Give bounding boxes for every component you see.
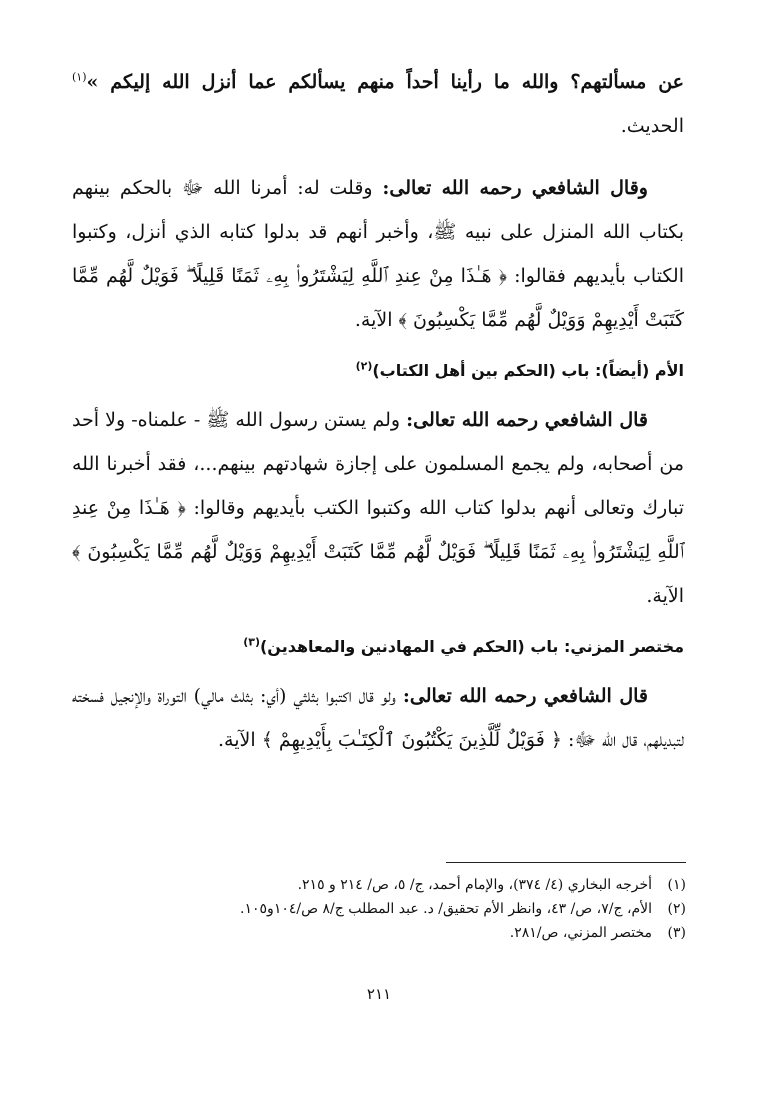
paragraph-4-text: ولو قال اكتبوا بثلثي (أي: بثلث مالي) التوراة والإنجيل فسخته لتبديلهم، قال الله ﷻ: [72, 685, 684, 751]
footnote-divider [446, 862, 686, 863]
footnote-ref-1[interactable]: (١) [72, 70, 87, 84]
section-heading-2 [72, 632, 684, 662]
paragraph-3-text: ولم يستن رسول الله ﷺ - علمناه- ولا أحد من أصحابه، ولم يجمع المسلمون على إجازة شهادتهم بينهم...، فقد أخبرنا الله تبارك وتعالى أنهم بدلوا كتاب الله وكتبوا الكتب بأيديهم وقالوا: [72, 409, 685, 519]
footnote-number: (١) [667, 877, 686, 893]
paragraph-4-tail: الآية. [218, 729, 256, 751]
footnotes [74, 873, 686, 945]
footnote-item [74, 873, 686, 897]
quran-verse-1: ﴿ هَـٰذَا مِنْ عِندِ ٱللَّهِ لِيَشْتَرُوا۟ بِهِۦ ثَمَنًا قَلِيلًا ۖ فَوَيْلٌ لَّهُم مِّمَّا كَتَبَتْ أَيْدِيهِمْ وَوَيْلٌ لَّهُم مِّمَّا يَكْسِبُونَ ﴾ [72, 265, 684, 331]
section-heading-1-text: الأم (أيضاً): باب (الحكم بين أهل الكتاب) [372, 361, 684, 380]
footnote-item [74, 897, 686, 921]
section-heading-2-text: مختصر المزني: باب (الحكم في المهادنين والمعاهدين) [259, 637, 684, 656]
paragraph-2-text: وقلت له: أمرنا الله ﷻ بالحكم بينهم بكتاب الله المنزل على نبيه ﷺ، وأخبر أنهم قد بدلوا كتابه الذي أنزل، وكتبوا الكتاب بأيديهم فقالوا: [72, 177, 684, 287]
paragraph-3-tail: الآية. [646, 585, 684, 607]
footnote-text: الأم، ج/٧، ص/ ٤٣، وانظر الأم تحقيق/ د. عبد المطلب ج/٨ ص/١٠٤و١٠٥. [240, 901, 652, 917]
footnote-item [74, 921, 686, 945]
quran-verse-2: ﴿ هَـٰذَا مِنْ عِندِ ٱللَّهِ لِيَشْتَرُوا۟ بِهِۦ ثَمَنًا قَلِيلًا ۖ فَوَيْلٌ لَّهُم مِّمَّا كَتَبَتْ أَيْدِيهِمْ وَوَيْلٌ لَّهُم مِّمَّا يَكْسِبُونَ ﴾ [72, 497, 684, 563]
footnote-number: (٣) [667, 925, 686, 941]
page-number: ٢١١ [366, 985, 392, 1003]
section-heading-1 [72, 356, 684, 386]
footnote-number: (٢) [667, 901, 686, 917]
footnote-ref-2[interactable]: (٢) [355, 359, 373, 373]
paragraph-3-lead: قال الشافعي رحمه الله تعالى: [406, 409, 648, 431]
quran-verse-3: ﴿ فَوَيْلٌ لِّلَّذِينَ يَكْتُبُونَ ٱلْكِتَـٰبَ بِأَيْدِيهِمْ ﴾ [261, 729, 562, 751]
paragraph-3 [72, 398, 684, 618]
paragraph-2 [72, 166, 684, 342]
footnote-text: مختصر المزني، ص/٢٨١. [509, 925, 652, 941]
footnote-text: أخرجه البخاري (٤/ ٣٧٤)، والإمام أحمد، ج/ ٥، ص/ ٢١٤ و ٢١٥. [297, 877, 652, 893]
paragraph-2-tail: الآية. [354, 309, 393, 331]
paragraph-1-tail: الحديث. [620, 115, 684, 137]
spacer [72, 148, 684, 166]
footnote-ref-3[interactable]: (٣) [243, 635, 260, 649]
paragraph-2-lead: وقال الشافعي رحمه الله تعالى: [382, 177, 648, 199]
paragraph-4 [72, 674, 684, 762]
paragraph-4-lead: قال الشافعي رحمه الله تعالى: [402, 685, 648, 707]
paragraph-1-text: عن مسألتهم؟ والله ما رأينا أحداً منهم يسألكم عما أنزل الله إليكم » [86, 71, 684, 93]
paragraph-1 [72, 60, 684, 148]
